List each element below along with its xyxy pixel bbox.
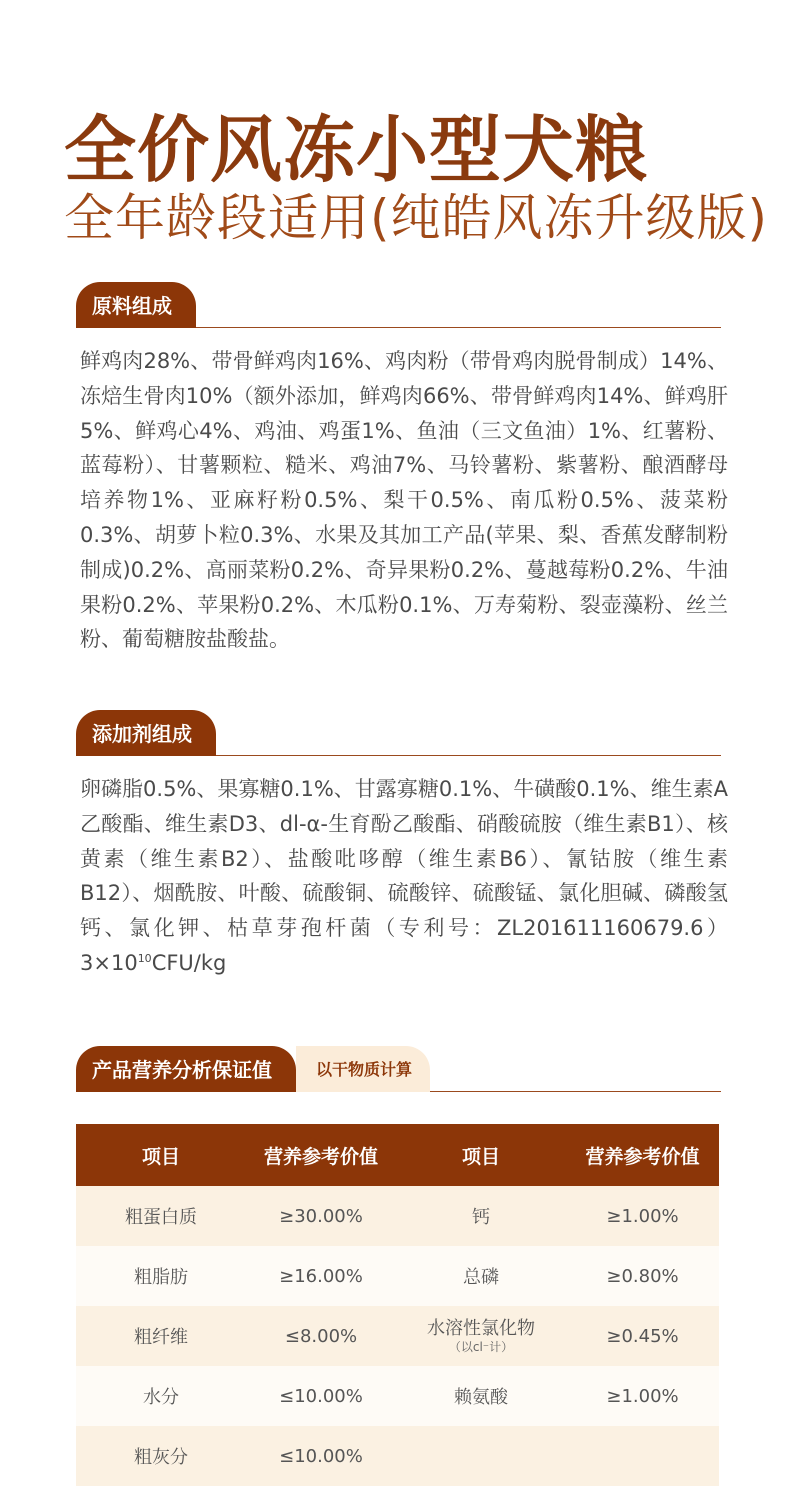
table-header-item: 项目	[76, 1124, 246, 1186]
table-cell-value	[566, 1426, 719, 1486]
additives-unit: CFU/kg	[151, 950, 227, 975]
additives-exponent: 10	[137, 951, 152, 965]
table-row	[76, 1306, 719, 1366]
table-cell-item: 赖氨酸	[396, 1366, 566, 1426]
table-header-item: 项目	[396, 1124, 566, 1186]
table-cell-item-note: （以cl⁻计）	[448, 1340, 514, 1354]
table-cell-value: ≥0.45%	[566, 1306, 719, 1366]
nutrition-table	[76, 1124, 719, 1486]
table-cell-item: 粗脂肪	[76, 1246, 246, 1306]
additives-section-header	[76, 708, 721, 756]
table-cell-item: 总磷	[396, 1246, 566, 1306]
nutrition-basis-label: 以干物质计算	[296, 1046, 430, 1092]
table-header-value: 营养参考价值	[246, 1124, 396, 1186]
table-cell-value: ≥16.00%	[246, 1246, 396, 1306]
additives-body: 卵磷脂0.5%、果寡糖0.1%、甘露寡糖0.1%、牛磺酸0.1%、维生素A乙酸酯、维生素D3、dl-α-生育酚乙酸酯、硝酸硫胺（维生素B1）、核黄素（维生素B2）、盐酸吡哆醇（维生素B6）、氰钴胺（维生素B12）、烟酰胺、叶酸、硫酸铜、硫酸锌、硫酸锰、氯化胆碱、磷酸氢钙、氯化钾、枯草芽孢杆菌（专利号：ZL201611160679.6）3×10	[80, 777, 728, 975]
product-subtitle: 全年龄段适用(纯皓风冻升级版)	[64, 189, 769, 247]
additives-tab-label: 添加剂组成	[76, 710, 216, 756]
table-row	[76, 1246, 719, 1306]
table-cell-item	[396, 1426, 566, 1486]
ingredients-tab-label: 原料组成	[76, 282, 196, 328]
nutrition-tab-label: 产品营养分析保证值	[76, 1046, 296, 1092]
table-cell-item: 粗纤维	[76, 1306, 246, 1366]
table-cell-item	[396, 1306, 566, 1366]
table-cell-value: ≥0.80%	[566, 1246, 719, 1306]
table-row	[76, 1426, 719, 1486]
table-header-value: 营养参考价值	[566, 1124, 719, 1186]
table-cell-value: ≤10.00%	[246, 1426, 396, 1486]
table-cell-item: 粗蛋白质	[76, 1186, 246, 1246]
table-header-row	[76, 1124, 719, 1186]
product-title: 全价风冻小型犬粮	[64, 108, 649, 192]
table-cell-item: 钙	[396, 1186, 566, 1246]
table-cell-value: ≤8.00%	[246, 1306, 396, 1366]
table-row	[76, 1186, 719, 1246]
table-cell-value: ≥30.00%	[246, 1186, 396, 1246]
table-row	[76, 1366, 719, 1426]
additives-text	[80, 772, 728, 981]
ingredients-text: 鲜鸡肉28%、带骨鲜鸡肉16%、鸡肉粉（带骨鸡肉脱骨制成）14%、冻焙生骨肉10%（额外添加，鲜鸡肉66%、带骨鲜鸡肉14%、鲜鸡肝5%、鲜鸡心4%、鸡油、鸡蛋1%、鱼油（三文鱼油）1%、红薯粉、蓝莓粉）、甘薯颗粒、糙米、鸡油7%、马铃薯粉、紫薯粉、酿酒酵母培养物1%、亚麻籽粉0.5%、梨干0.5%、南瓜粉0.5%、菠菜粉0.3%、胡萝卜粒0.3%、水果及其加工产品(苹果、梨、香蕉发酵制粉制成)0.2%、高丽菜粉0.2%、奇异果粉0.2%、蔓越莓粉0.2%、牛油果粉0.2%、苹果粉0.2%、木瓜粉0.1%、万寿菊粉、裂壶藻粉、丝兰粉、葡萄糖胺盐酸盐。	[80, 349, 728, 652]
table-cell-value: ≤10.00%	[246, 1366, 396, 1426]
table-cell-item-name: 水溶性氯化物	[427, 1318, 535, 1339]
ingredients-section-header	[76, 280, 721, 328]
table-cell-item: 粗灰分	[76, 1426, 246, 1486]
nutrition-section-header	[76, 1044, 721, 1092]
table-cell-value: ≥1.00%	[566, 1366, 719, 1426]
table-cell-item: 水分	[76, 1366, 246, 1426]
table-cell-value: ≥1.00%	[566, 1186, 719, 1246]
